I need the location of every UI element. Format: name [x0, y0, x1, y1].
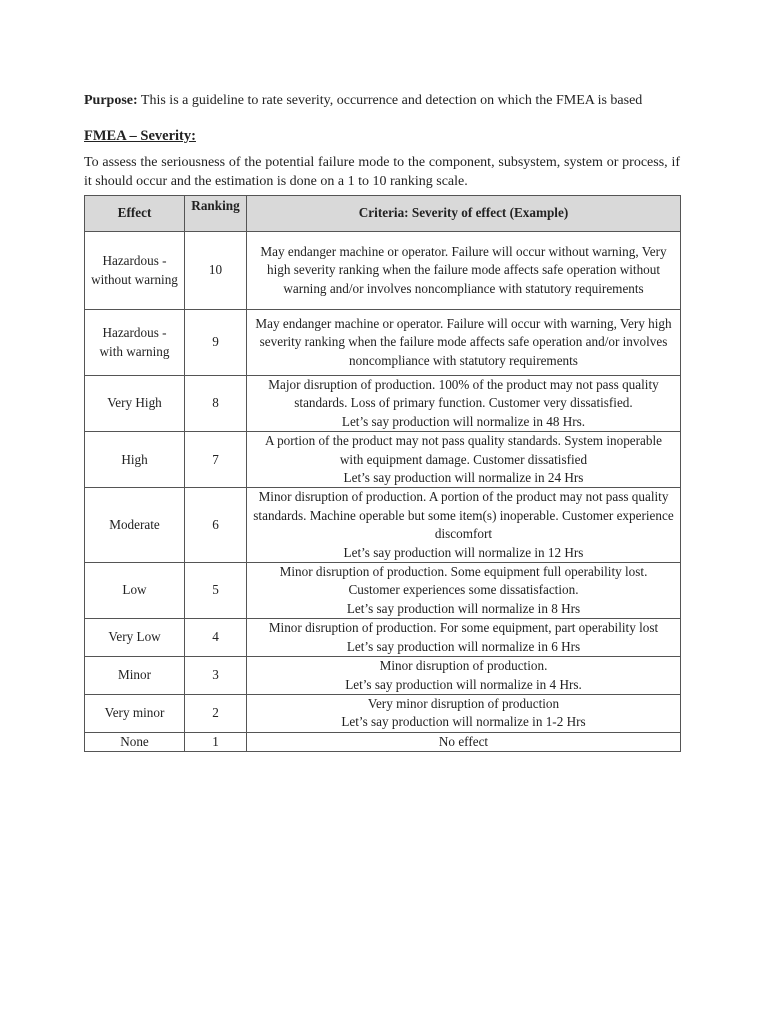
- criteria-cell: [247, 432, 681, 488]
- table-row: [85, 657, 681, 695]
- table-header-row: [85, 196, 681, 232]
- table-row: [85, 488, 681, 563]
- criteria-cell: [247, 488, 681, 563]
- purpose-label: Purpose:: [84, 93, 138, 108]
- criteria-line: Let’s say production will normalize in 6 Hrs: [346, 638, 581, 654]
- purpose-text: This is a guideline to rate severity, occurrence and detection on which the FMEA is based: [137, 93, 643, 108]
- document-page: [84, 92, 680, 752]
- ranking-cell: 7: [185, 432, 247, 488]
- effect-cell: Minor: [85, 657, 185, 695]
- table-row: [85, 310, 681, 376]
- criteria-line: Let’s say production will normalize in 24 Hrs: [343, 470, 584, 486]
- criteria-line: May endanger machine or operator. Failure will occur without warning, Very high severity ranking when the failure mode affects safe operation without warning and/or involves noncompliance with statutory requirements: [260, 243, 667, 296]
- criteria-line: Very minor disruption of production: [367, 695, 560, 711]
- criteria-line: Minor disruption of production. For some equipment, part operability lost: [268, 620, 659, 636]
- criteria-line: Let’s say production will normalize in 1-2 Hrs: [341, 714, 586, 730]
- criteria-line: Minor disruption of production.: [379, 658, 548, 674]
- effect-cell: Hazardous - without warning: [85, 232, 185, 310]
- criteria-line: Customer experiences some dissatisfaction.: [348, 582, 579, 598]
- ranking-cell: 2: [185, 694, 247, 732]
- ranking-cell: 3: [185, 657, 247, 695]
- table-row: [85, 732, 681, 751]
- header-criteria: Criteria: Severity of effect (Example): [247, 196, 681, 232]
- criteria-line: Major disruption of production. 100% of the product may not pass quality standards. Loss of primary function. Customer very dissatisfied.: [268, 377, 659, 411]
- criteria-line: Let’s say production will normalize in 4 Hrs.: [345, 676, 582, 692]
- ranking-cell: 8: [185, 376, 247, 432]
- table-row: [85, 694, 681, 732]
- table-row: [85, 376, 681, 432]
- effect-cell: Very Low: [85, 619, 185, 657]
- section-title: FMEA – Severity:: [84, 128, 196, 144]
- ranking-cell: 4: [185, 619, 247, 657]
- criteria-line: Let’s say production will normalize in 48 Hrs.: [341, 413, 586, 429]
- ranking-cell: 1: [185, 732, 247, 751]
- criteria-cell: [247, 694, 681, 732]
- purpose-paragraph: [84, 92, 680, 110]
- criteria-line: Minor disruption of production. Some equipment full operability lost.: [279, 564, 648, 580]
- effect-cell: Very High: [85, 376, 185, 432]
- ranking-cell: 9: [185, 310, 247, 376]
- criteria-cell: [247, 732, 681, 751]
- criteria-line: Let’s say production will normalize in 12 Hrs: [343, 544, 584, 560]
- table-row: [85, 563, 681, 619]
- criteria-cell: [247, 619, 681, 657]
- criteria-cell: [247, 376, 681, 432]
- criteria-line: Let’s say production will normalize in 8 Hrs: [346, 600, 581, 616]
- criteria-line: A portion of the product may not pass quality standards. System inoperable with equipment damage. Customer dissatisfied: [264, 433, 663, 467]
- effect-cell: Very minor: [85, 694, 185, 732]
- ranking-cell: 5: [185, 563, 247, 619]
- ranking-cell: 10: [185, 232, 247, 310]
- ranking-cell: 6: [185, 488, 247, 563]
- table-row: [85, 432, 681, 488]
- header-effect: Effect: [85, 196, 185, 232]
- table-body: [85, 232, 681, 752]
- criteria-cell: [247, 310, 681, 376]
- criteria-line: May endanger machine or operator. Failure will occur with warning, Very high severity ranking when the failure mode affects safe operation and/or involves noncompliance with statutory requirements: [255, 315, 672, 368]
- criteria-line: No effect: [438, 733, 489, 749]
- header-ranking: Ranking: [185, 196, 247, 232]
- criteria-cell: [247, 657, 681, 695]
- effect-cell: Moderate: [85, 488, 185, 563]
- criteria-line: Minor disruption of production. A portion of the product may not pass quality standards. Machine operable but some item(s) inoperable. Customer experience discomfort: [253, 489, 674, 542]
- criteria-cell: [247, 563, 681, 619]
- section-intro: To assess the seriousness of the potential failure mode to the component, subsystem, system or process, if it should occur and the estimation is done on a 1 to 10 ranking scale.: [84, 155, 680, 189]
- severity-table: [84, 195, 681, 752]
- table-row: [85, 232, 681, 310]
- criteria-cell: [247, 232, 681, 310]
- effect-cell: Low: [85, 563, 185, 619]
- effect-cell: Hazardous - with warning: [85, 310, 185, 376]
- effect-cell: None: [85, 732, 185, 751]
- effect-cell: High: [85, 432, 185, 488]
- table-row: [85, 619, 681, 657]
